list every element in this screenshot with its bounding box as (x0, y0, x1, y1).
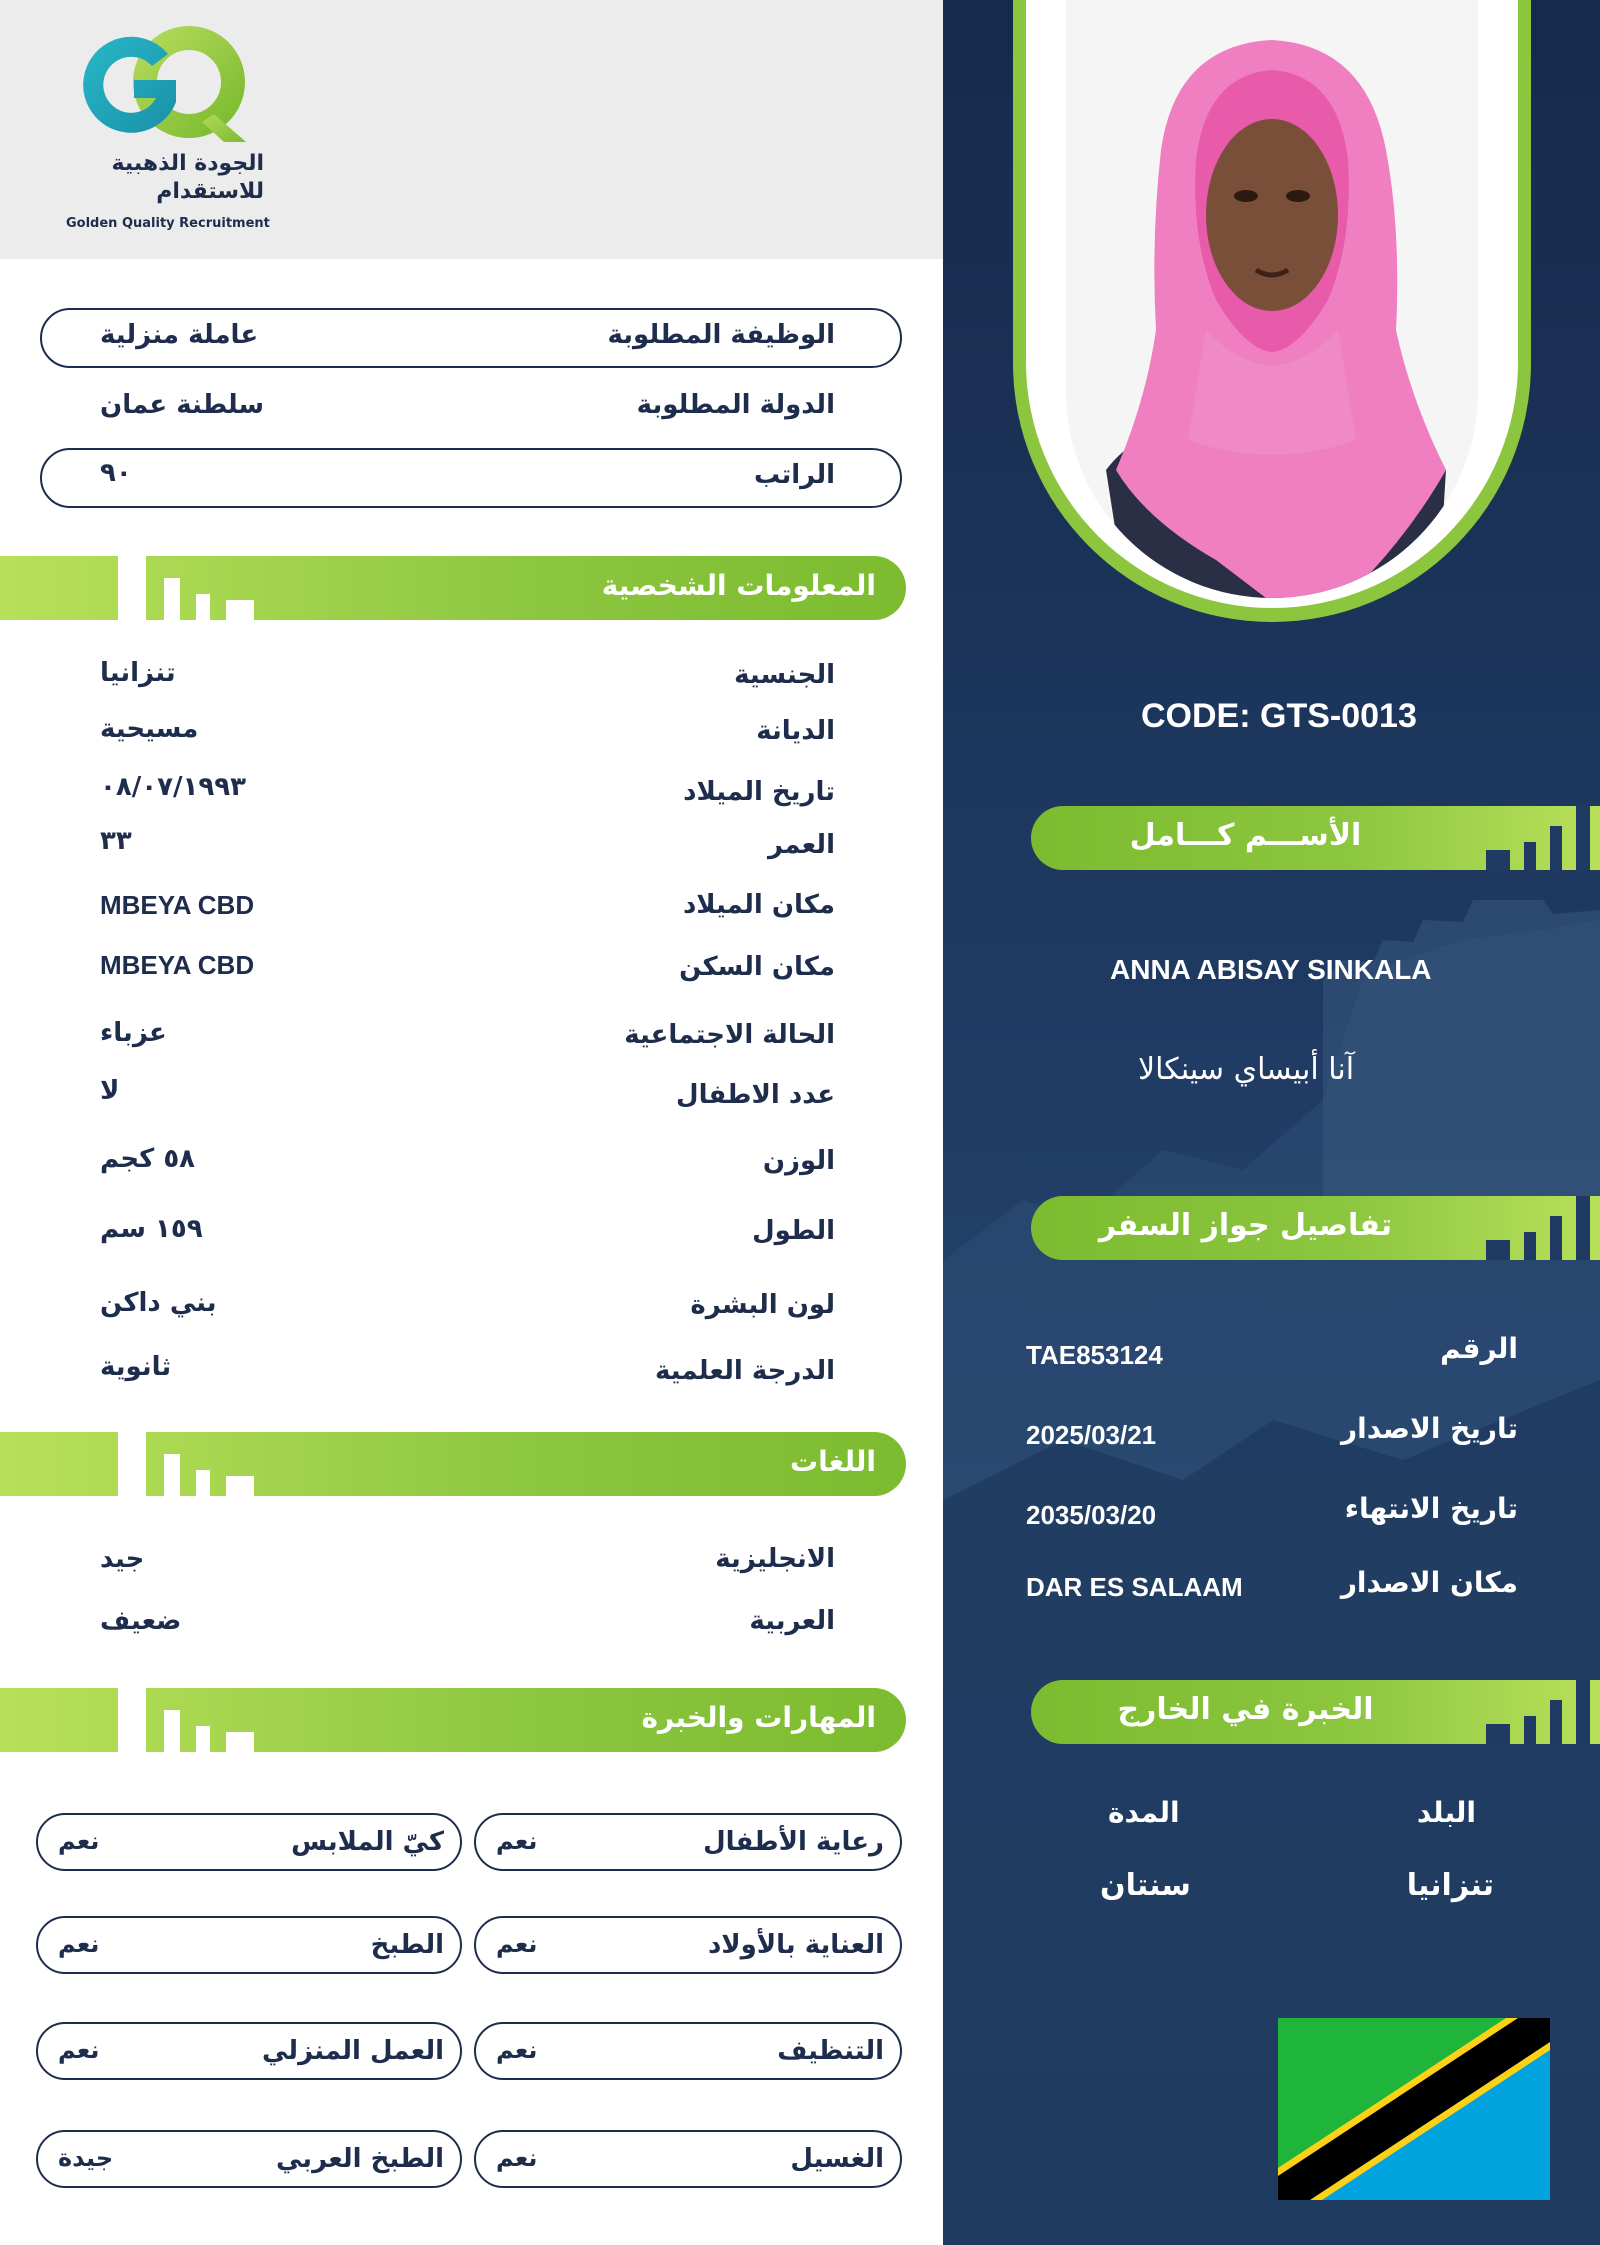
personal-info-header (0, 556, 906, 620)
education-value: ثانوية (100, 1352, 172, 1382)
skill-value: نعم (58, 1930, 100, 1958)
issue-place-label: مكان الاصدار (1340, 1566, 1518, 1599)
birth-place-label: مكان الميلاد (682, 890, 835, 920)
experience-header (1031, 1680, 1600, 1744)
skill-arabic-cooking (36, 2130, 462, 2188)
issue-place-value: DAR ES SALAAM (1026, 1572, 1243, 1602)
religion-value: مسيحية (100, 714, 199, 744)
skill-label: رعاية الأطفال (703, 1827, 884, 1857)
birth-place-value: MBEYA CBD (100, 890, 255, 920)
nationality-label: الجنسية (734, 660, 835, 690)
skill-value: نعم (58, 1827, 100, 1855)
skill-label: كيّ الملابس (291, 1827, 444, 1857)
full-name-header (1031, 806, 1600, 870)
skill-cooking (36, 1916, 462, 1974)
education-label: الدرجة العلمية (655, 1356, 835, 1386)
salary-value: ٩٠ (100, 458, 132, 488)
birth-date-label: تاريخ الميلاد (683, 777, 835, 807)
experience-country-value: تنزانيا (1406, 1868, 1494, 1903)
english-label: الانجليزية (715, 1544, 835, 1574)
passport-number-label: الرقم (1440, 1332, 1518, 1365)
skill-label: الطبخ العربي (276, 2144, 444, 2174)
logo-area (0, 0, 943, 259)
logo-english-name: Golden Quality Recruitment (66, 216, 270, 231)
skill-childcare (474, 1813, 902, 1871)
logo-arabic-name: الجودة الذهبية للاستقدام (111, 151, 264, 204)
skills-header (0, 1688, 906, 1752)
english-value: جيد (100, 1544, 145, 1574)
age-value: ٣٣ (100, 826, 132, 856)
nationality-value: تنزانيا (100, 658, 176, 688)
skill-label: العناية بالأولاد (707, 1930, 884, 1960)
issue-date-value: 2025/03/21 (1026, 1420, 1157, 1450)
arabic-label: العربية (749, 1606, 835, 1636)
residence-label: مكان السكن (679, 952, 835, 982)
experience-duration-value: سنتان (1100, 1868, 1191, 1903)
salary-label: الراتب (753, 460, 835, 490)
marital-status-value: عزباء (100, 1018, 167, 1048)
job-label: الوظيفة المطلوبة (607, 320, 835, 350)
job-value: عاملة منزلية (100, 320, 259, 350)
candidate-portrait-icon (1066, 0, 1478, 598)
skill-value: نعم (496, 1827, 538, 1855)
skill-housework (36, 2022, 462, 2080)
candidate-photo (1066, 0, 1478, 598)
skill-value: جيدة (58, 2144, 114, 2172)
height-value: ١٥٩ سم (100, 1214, 203, 1244)
skin-color-label: لون البشرة (690, 1290, 835, 1320)
decor-stripes (1480, 1196, 1590, 1260)
skill-value: نعم (496, 1930, 538, 1958)
skill-label: العمل المنزلي (262, 2036, 444, 2066)
personal-info-title: المعلومات الشخصية (601, 569, 876, 602)
decor-stripes (1480, 1680, 1590, 1744)
skill-label: الغسيل (790, 2144, 884, 2174)
candidate-code: CODE: GTS-0013 (1141, 697, 1417, 735)
experience-country-label: البلد (1416, 1796, 1476, 1829)
expiry-date-value: 2035/03/20 (1026, 1500, 1157, 1530)
skill-value: نعم (496, 2144, 538, 2172)
languages-header (0, 1432, 906, 1496)
gq-logo-icon (64, 24, 254, 144)
skill-label: التنظيف (777, 2036, 884, 2066)
weight-value: ٥٨ كجم (100, 1144, 196, 1174)
passport-title: تفاصيل جواز السفر (1098, 1208, 1393, 1243)
full-name-title: الأســـم كـــامل (1129, 818, 1362, 853)
decor-stripes (1480, 806, 1590, 870)
decor-stripes (118, 1432, 258, 1496)
passport-header (1031, 1196, 1600, 1260)
skills-title: المهارات والخبرة (641, 1701, 876, 1734)
skill-value: نعم (58, 2036, 100, 2064)
languages-title: اللغات (790, 1445, 876, 1478)
skill-cleaning (474, 2022, 902, 2080)
country-value: سلطنة عمان (100, 390, 265, 420)
full-name-arabic: آنا أبيساي سينكالا (1138, 1052, 1355, 1087)
passport-number-value: TAE853124 (1026, 1340, 1163, 1370)
skill-ironing (36, 1813, 462, 1871)
experience-duration-label: المدة (1108, 1796, 1180, 1829)
skin-color-value: بني داكن (100, 1288, 217, 1318)
experience-title: الخبرة في الخارج (1117, 1692, 1374, 1727)
decor-stripes (118, 556, 258, 620)
skill-kids-care (474, 1916, 902, 1974)
height-label: الطول (752, 1216, 835, 1246)
full-name-english: ANNA ABISAY SINKALA (1110, 954, 1432, 985)
skill-label: الطبخ (370, 1930, 444, 1960)
residence-value: MBEYA CBD (100, 950, 255, 980)
decor-stripes (118, 1688, 258, 1752)
skill-laundry (474, 2130, 902, 2188)
expiry-date-label: تاريخ الانتهاء (1344, 1492, 1518, 1525)
weight-label: الوزن (762, 1146, 835, 1176)
birth-date-value: ٠٨/٠٧/١٩٩٣ (100, 772, 246, 802)
arabic-value: ضعيف (100, 1606, 182, 1636)
children-label: عدد الاطفال (676, 1080, 835, 1110)
children-value: لا (100, 1076, 120, 1106)
age-label: العمر (768, 830, 835, 860)
country-label: الدولة المطلوبة (636, 390, 835, 420)
tanzania-flag-icon (1278, 2018, 1550, 2200)
issue-date-label: تاريخ الاصدار (1341, 1412, 1518, 1445)
religion-label: الديانة (756, 716, 835, 746)
skill-value: نعم (496, 2036, 538, 2064)
marital-status-label: الحالة الاجتماعية (624, 1020, 835, 1050)
